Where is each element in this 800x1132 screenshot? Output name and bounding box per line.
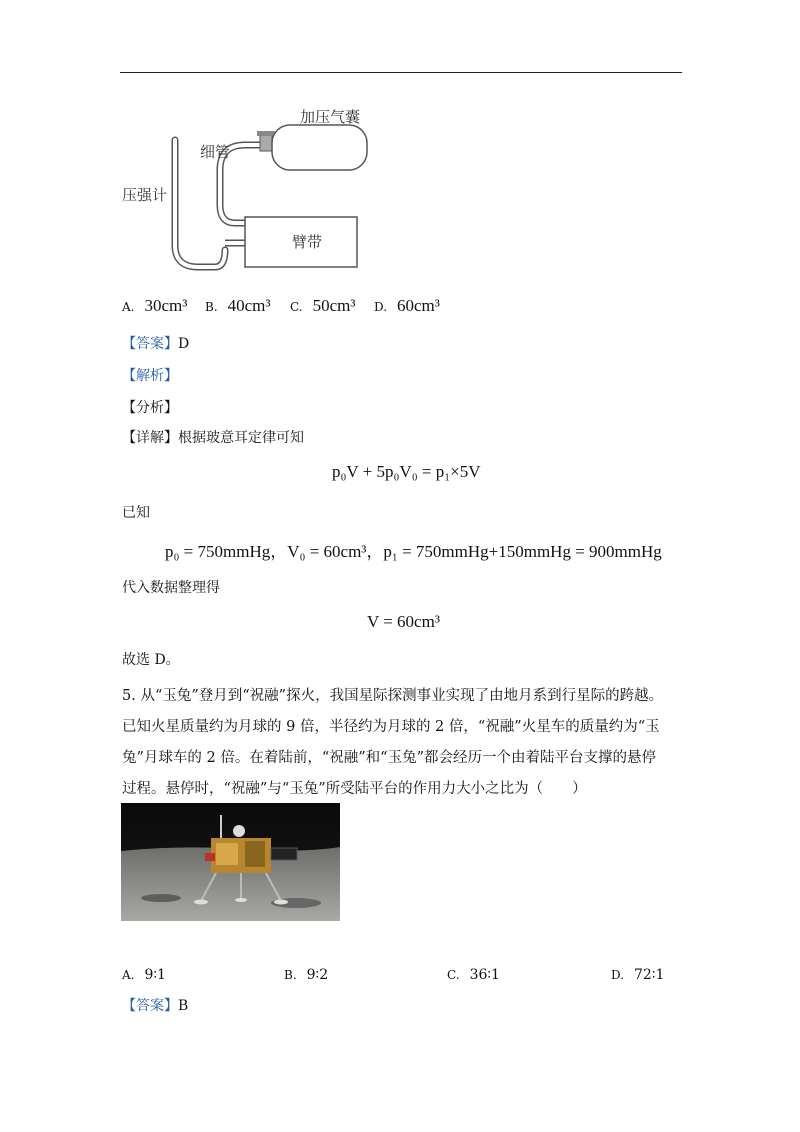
header-rule [120,72,682,73]
q4-answer: 【答案】D [122,336,190,352]
q5-line: 过程。悬停时，“祝融”与“玉兔”所受陆平台的作用力大小之比为（ ） [122,781,587,797]
equation-3: V = 60cm³ [367,612,440,631]
conclusion: 故选 D。 [122,652,180,668]
q4-jiexi-tag: 【解析】 [122,368,178,384]
valve-icon [260,135,272,151]
lunar-lander-photo [121,803,340,921]
equation-2: p₀ = 750mmHg，V₀ = 60cm³，p₁ = 750mmHg+150mmHg = 900mmHg [165,542,662,561]
equation-1: p₀V + 5p₀V₀ = p₁×5V [332,462,481,481]
q5-option-c: C. 36∶1 [447,967,500,983]
q4-option-a: A. 30cm³ [122,296,188,315]
q5-line: 兔”月球车的 2 倍。在着陆前，“祝融”和“玉兔”都会经历一个由着陆平台支撑的悬停 [122,750,657,766]
q5-answer: 【答案】B [122,998,189,1014]
pressure-bulb [272,125,367,170]
q4-option-d: D. 60cm³ [374,296,440,315]
q4-option-c: C. 50cm³ [290,296,356,315]
q5-stem [122,681,663,805]
blood-pressure-diagram [120,95,380,280]
q4-detail: 【详解】根据玻意耳定律可知 [122,430,304,446]
q5-line: 已知火星质量约为月球的 9 倍，半径约为月球的 2 倍，“祝融”火星车的质量约为“玉 [122,719,660,735]
label-gauge: 压强计 [122,186,168,204]
known-label: 已知 [122,505,150,521]
label-tube: 细管 [200,143,231,161]
q5-line: 5. 从“玉兔”登月到“祝融”探火，我国星际探测事业实现了由地月系到行星际的跨越。 [122,688,664,704]
q5-option-d: D. 72∶1 [611,967,665,983]
q4-option-b: B. 40cm³ [205,296,271,315]
q5-option-a: A. 9∶1 [122,967,166,983]
q4-fenxi-tag: 【分析】 [122,400,178,416]
substitute-label: 代入数据整理得 [122,580,220,596]
label-cuff: 臂带 [292,233,323,251]
q5-option-b: B. 9∶2 [284,967,329,983]
label-bulb: 加压气囊 [300,108,361,126]
